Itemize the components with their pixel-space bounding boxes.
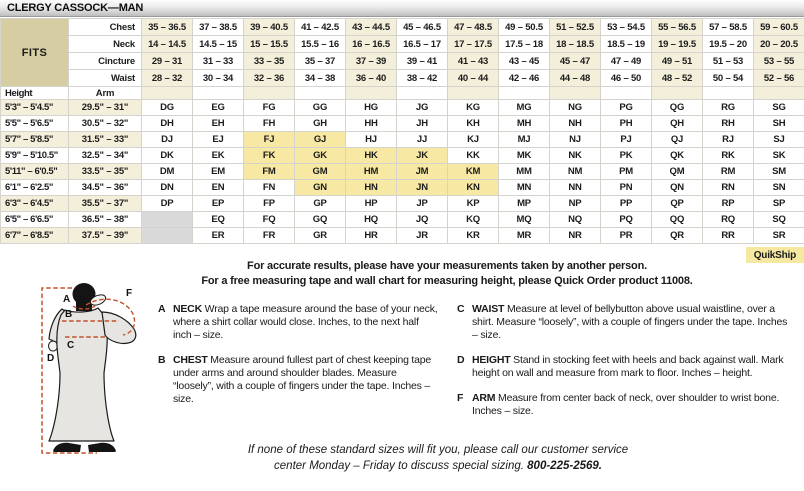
size-code: QR [652,228,703,244]
size-code: FN [244,180,295,196]
cassock-diagram [22,283,152,459]
fit-value: 16 – 16.5 [346,36,397,53]
size-code: PG [601,100,652,116]
size-code: NJ [550,132,601,148]
fit-value: 35 – 36.5 [142,19,193,36]
phone-number: 800-225-2569. [527,459,602,472]
fit-value: 14 – 14.5 [142,36,193,53]
instruction-height [457,354,789,380]
size-code: HJ [346,132,397,148]
fit-row-cincture [1,53,804,70]
size-code: SP [754,196,804,212]
fit-value: 49 – 50.5 [499,19,550,36]
size-code: QG [652,100,703,116]
empty-header-cell [448,87,499,100]
fit-value: 14.5 – 15 [193,36,244,53]
fit-value: 37 – 39 [346,53,397,70]
height-range: 6'3" – 6'4.5" [1,196,69,212]
size-code: GN [295,180,346,196]
size-code: QQ [652,212,703,228]
fit-value: 39 – 41 [397,53,448,70]
size-code: NQ [550,212,601,228]
size-code: KN [448,180,499,196]
fit-value: 18 – 18.5 [550,36,601,53]
empty-header-cell [244,87,295,100]
size-row [1,212,804,228]
size-code: HQ [346,212,397,228]
size-code: SQ [754,212,804,228]
fit-value: 40 – 44 [448,70,499,87]
size-code: FK [244,148,295,164]
fit-value: 17 – 17.5 [448,36,499,53]
size-code: QJ [652,132,703,148]
size-code: NP [550,196,601,212]
size-code: NM [550,164,601,180]
size-code: KR [448,228,499,244]
fit-value: 51 – 53 [703,53,754,70]
fit-value: 47 – 48.5 [448,19,499,36]
fit-value: 34 – 38 [295,70,346,87]
empty-header-cell [703,87,754,100]
size-code: FG [244,100,295,116]
size-code: ER [193,228,244,244]
size-code: DG [142,100,193,116]
footer-note [138,443,738,474]
size-code: PN [601,180,652,196]
size-code: PK [601,148,652,164]
size-code: GJ [295,132,346,148]
size-code: JJ [397,132,448,148]
size-code: HH [346,116,397,132]
size-code: PQ [601,212,652,228]
size-code: RG [703,100,754,116]
arm-range: 32.5" – 34" [69,148,142,164]
arm-range: 29.5" – 31" [69,100,142,116]
size-code: FR [244,228,295,244]
size-code: HM [346,164,397,180]
size-code: HG [346,100,397,116]
right-shoe [88,443,116,452]
size-code: NK [550,148,601,164]
size-code: GR [295,228,346,244]
size-code: RN [703,180,754,196]
size-code: NH [550,116,601,132]
size-code: RP [703,196,754,212]
size-code: MN [499,180,550,196]
size-code: DJ [142,132,193,148]
empty-header-cell [346,87,397,100]
size-code: MJ [499,132,550,148]
arm-range: 31.5" – 33" [69,132,142,148]
instruction-waist [457,303,789,342]
left-shoe [53,443,81,452]
fit-value: 32 – 36 [244,70,295,87]
size-code: KG [448,100,499,116]
fit-row-label: Neck [69,36,142,53]
size-code: RM [703,164,754,180]
figure-label-a: A [63,294,71,305]
fit-row-label: Waist [69,70,142,87]
fit-value: 48 – 52 [652,70,703,87]
fit-value: 44 – 48 [550,70,601,87]
size-code: DK [142,148,193,164]
instruction-arm [457,392,789,418]
size-code: DH [142,116,193,132]
height-range: 5'11" – 6'0.5" [1,164,69,180]
fit-value: 16.5 – 17 [397,36,448,53]
arm-range: 34.5" – 36" [69,180,142,196]
size-code: EG [193,100,244,116]
fit-value: 43 – 44.5 [346,19,397,36]
size-code: MM [499,164,550,180]
fit-value: 39 – 40.5 [244,19,295,36]
size-code: PM [601,164,652,180]
size-code: JP [397,196,448,212]
size-code: PJ [601,132,652,148]
fit-row-waist [1,70,804,87]
fits-label: FITS [1,19,69,87]
size-code: QN [652,180,703,196]
size-code: SG [754,100,804,116]
size-row [1,196,804,212]
size-code: RJ [703,132,754,148]
size-code: SN [754,180,804,196]
arm-range: 33.5" – 35" [69,164,142,180]
instructions-column-left [158,303,438,418]
fit-value: 35 – 37 [295,53,346,70]
size-code: MG [499,100,550,116]
fit-value: 42 – 46 [499,70,550,87]
size-chart-table [0,18,804,244]
size-code: EM [193,164,244,180]
instruction-letter: A [158,303,166,315]
fit-value: 41 – 42.5 [295,19,346,36]
empty-header-cell [193,87,244,100]
empty-header-cell [652,87,703,100]
size-code: SJ [754,132,804,148]
size-code: EQ [193,212,244,228]
size-code: JK [397,148,448,164]
instruction-term: CHEST [173,354,208,366]
fit-value: 31 – 33 [193,53,244,70]
size-chart-body [1,19,804,244]
size-code: EH [193,116,244,132]
footer-line-1: If none of these standard sizes will fit you, please call our customer service [247,444,629,456]
height-range: 6'5" – 6'6.5" [1,212,69,228]
instruction-letter: C [457,303,465,315]
size-code: GH [295,116,346,132]
size-code: KQ [448,212,499,228]
footer-line-2: center Monday – Friday to discuss special sizing. [274,459,524,472]
height-column-header: Height [1,87,69,100]
size-row [1,180,804,196]
fit-value: 45 – 47 [550,53,601,70]
fit-value: 19.5 – 20 [703,36,754,53]
size-code: JG [397,100,448,116]
fit-value: 47 – 49 [601,53,652,70]
empty-header-cell [499,87,550,100]
fit-value: 57 – 58.5 [703,19,754,36]
instruction-term: HEIGHT [472,354,511,366]
size-code: RQ [703,212,754,228]
instruction-term: ARM [472,392,496,404]
empty-header-cell [550,87,601,100]
fit-value: 43 – 45 [499,53,550,70]
fit-value: 49 – 51 [652,53,703,70]
size-code: DM [142,164,193,180]
arm-range: 36.5" – 38" [69,212,142,228]
size-code: QP [652,196,703,212]
size-code: QK [652,148,703,164]
size-code: HN [346,180,397,196]
height-range: 5'5" – 5'6.5" [1,116,69,132]
fit-row-label: Chest [69,19,142,36]
fit-value: 41 – 43 [448,53,499,70]
size-code: NR [550,228,601,244]
instruction-text: WAIST Measure at level of bellybutton above usual waistline, over a shirt. Measure “loosely”, with a couple of fingers under the tape. Inches – size. [472,303,788,341]
fit-value: 50 – 54 [703,70,754,87]
quikship-legend: QuikShip [746,247,804,263]
fit-value: 53 – 54.5 [601,19,652,36]
size-code: DP [142,196,193,212]
arm-column-header: Arm [69,87,142,100]
note-line-1: For accurate results, please have your measurements taken by another person. [247,260,647,272]
size-code: SR [754,228,804,244]
size-code: QH [652,116,703,132]
figure-label-d: D [47,353,55,364]
size-code: MK [499,148,550,164]
size-code: JR [397,228,448,244]
instruction-text: NECK Wrap a tape measure around the base of your neck, where a shirt collar would close. Inches, to the next half inch – size. [173,303,438,341]
instruction-chest [158,354,438,406]
size-code: EN [193,180,244,196]
fit-value: 53 – 55 [754,53,804,70]
chart-title: CLERGY CASSOCK—MAN [7,2,144,14]
instruction-text: CHEST Measure around fullest part of chest keeping tape under arms and around shoulder blades. Measure “loosely”, with a couple of fingers under the tape. Inches – size. [173,354,432,405]
size-code: PP [601,196,652,212]
size-code: GM [295,164,346,180]
fit-value: 30 – 34 [193,70,244,87]
size-code: FJ [244,132,295,148]
size-code: HP [346,196,397,212]
size-code: FM [244,164,295,180]
fit-value: 19 – 19.5 [652,36,703,53]
empty-header-cell [295,87,346,100]
size-row [1,228,804,244]
size-code: JH [397,116,448,132]
size-code: PH [601,116,652,132]
fit-row-label: Cincture [69,53,142,70]
size-code: DN [142,180,193,196]
size-code: JN [397,180,448,196]
fit-value: 28 – 32 [142,70,193,87]
fit-value: 55 – 56.5 [652,19,703,36]
size-code: HK [346,148,397,164]
size-code: RR [703,228,754,244]
height-range: 5'7" – 5'8.5" [1,132,69,148]
fit-value: 59 – 60.5 [754,19,804,36]
size-unavailable-cell [142,212,193,228]
size-row [1,100,804,116]
instruction-neck [158,303,438,342]
instruction-letter: F [457,392,464,404]
size-row [1,148,804,164]
size-code: MP [499,196,550,212]
size-code: SK [754,148,804,164]
instruction-letter: B [158,354,166,366]
height-range: 5'3" – 5'4.5" [1,100,69,116]
note-line-2: For a free measuring tape and wall chart for measuring height, please Quick Order product 11008. [201,274,693,287]
fit-value: 51 – 52.5 [550,19,601,36]
size-row [1,132,804,148]
fit-row-neck [1,36,804,53]
size-code: GQ [295,212,346,228]
arm-range: 37.5" – 39" [69,228,142,244]
height-range: 6'7" – 6'8.5" [1,228,69,244]
height-arm-header-row [1,87,804,100]
size-code: FQ [244,212,295,228]
fit-row-chest [1,19,804,36]
size-code: SM [754,164,804,180]
figure-label-c: C [67,340,75,351]
fit-value: 38 – 42 [397,70,448,87]
size-code: EJ [193,132,244,148]
size-code: EP [193,196,244,212]
size-code: GK [295,148,346,164]
size-code: SH [754,116,804,132]
size-code: JM [397,164,448,180]
size-code: GP [295,196,346,212]
size-code: HR [346,228,397,244]
arm-range: 30.5" – 32" [69,116,142,132]
fit-value: 37 – 38.5 [193,19,244,36]
fit-value: 15.5 – 16 [295,36,346,53]
size-code: KK [448,148,499,164]
size-code: KJ [448,132,499,148]
instructions-column-right [457,303,789,430]
size-row [1,116,804,132]
size-code: EK [193,148,244,164]
instruction-letter: D [457,354,465,366]
size-code: RK [703,148,754,164]
size-code: NG [550,100,601,116]
measurement-notes [90,259,804,288]
size-code: RH [703,116,754,132]
fit-value: 36 – 40 [346,70,397,87]
size-code: QM [652,164,703,180]
fit-value: 20 – 20.5 [754,36,804,53]
size-code: NN [550,180,601,196]
fit-value: 15 – 15.5 [244,36,295,53]
instruction-term: WAIST [472,303,505,315]
fit-value: 45 – 46.5 [397,19,448,36]
empty-header-cell [142,87,193,100]
size-code: KP [448,196,499,212]
empty-header-cell [397,87,448,100]
fit-value: 46 – 50 [601,70,652,87]
figure-label-b: B [65,309,73,320]
size-code: KH [448,116,499,132]
fit-value: 17.5 – 18 [499,36,550,53]
arm-range: 35.5" – 37" [69,196,142,212]
size-code: PR [601,228,652,244]
size-code: FH [244,116,295,132]
size-code: MH [499,116,550,132]
left-hand [49,341,58,351]
height-range: 6'1" – 6'2.5" [1,180,69,196]
fit-value: 33 – 35 [244,53,295,70]
size-code: KM [448,164,499,180]
empty-header-cell [601,87,652,100]
fit-value: 29 – 31 [142,53,193,70]
size-row [1,164,804,180]
size-code: MR [499,228,550,244]
size-unavailable-cell [142,228,193,244]
size-code: GG [295,100,346,116]
size-code: FP [244,196,295,212]
size-code: MQ [499,212,550,228]
height-range: 5'9" – 5'10.5" [1,148,69,164]
empty-header-cell [754,87,804,100]
size-code: JQ [397,212,448,228]
cassock-figure [22,283,152,459]
chart-title-bar [0,0,804,17]
fit-value: 18.5 – 19 [601,36,652,53]
instruction-term: NECK [173,303,202,315]
figure-label-f: F [126,288,133,299]
instruction-text: ARM Measure from center back of neck, over shoulder to wrist bone. Inches – size. [472,392,780,417]
fit-value: 52 – 56 [754,70,804,87]
instruction-text: HEIGHT Stand in stocking feet with heels and back against wall. Mark height on wall and measure from mark to floor. Inches – height. [472,354,784,379]
